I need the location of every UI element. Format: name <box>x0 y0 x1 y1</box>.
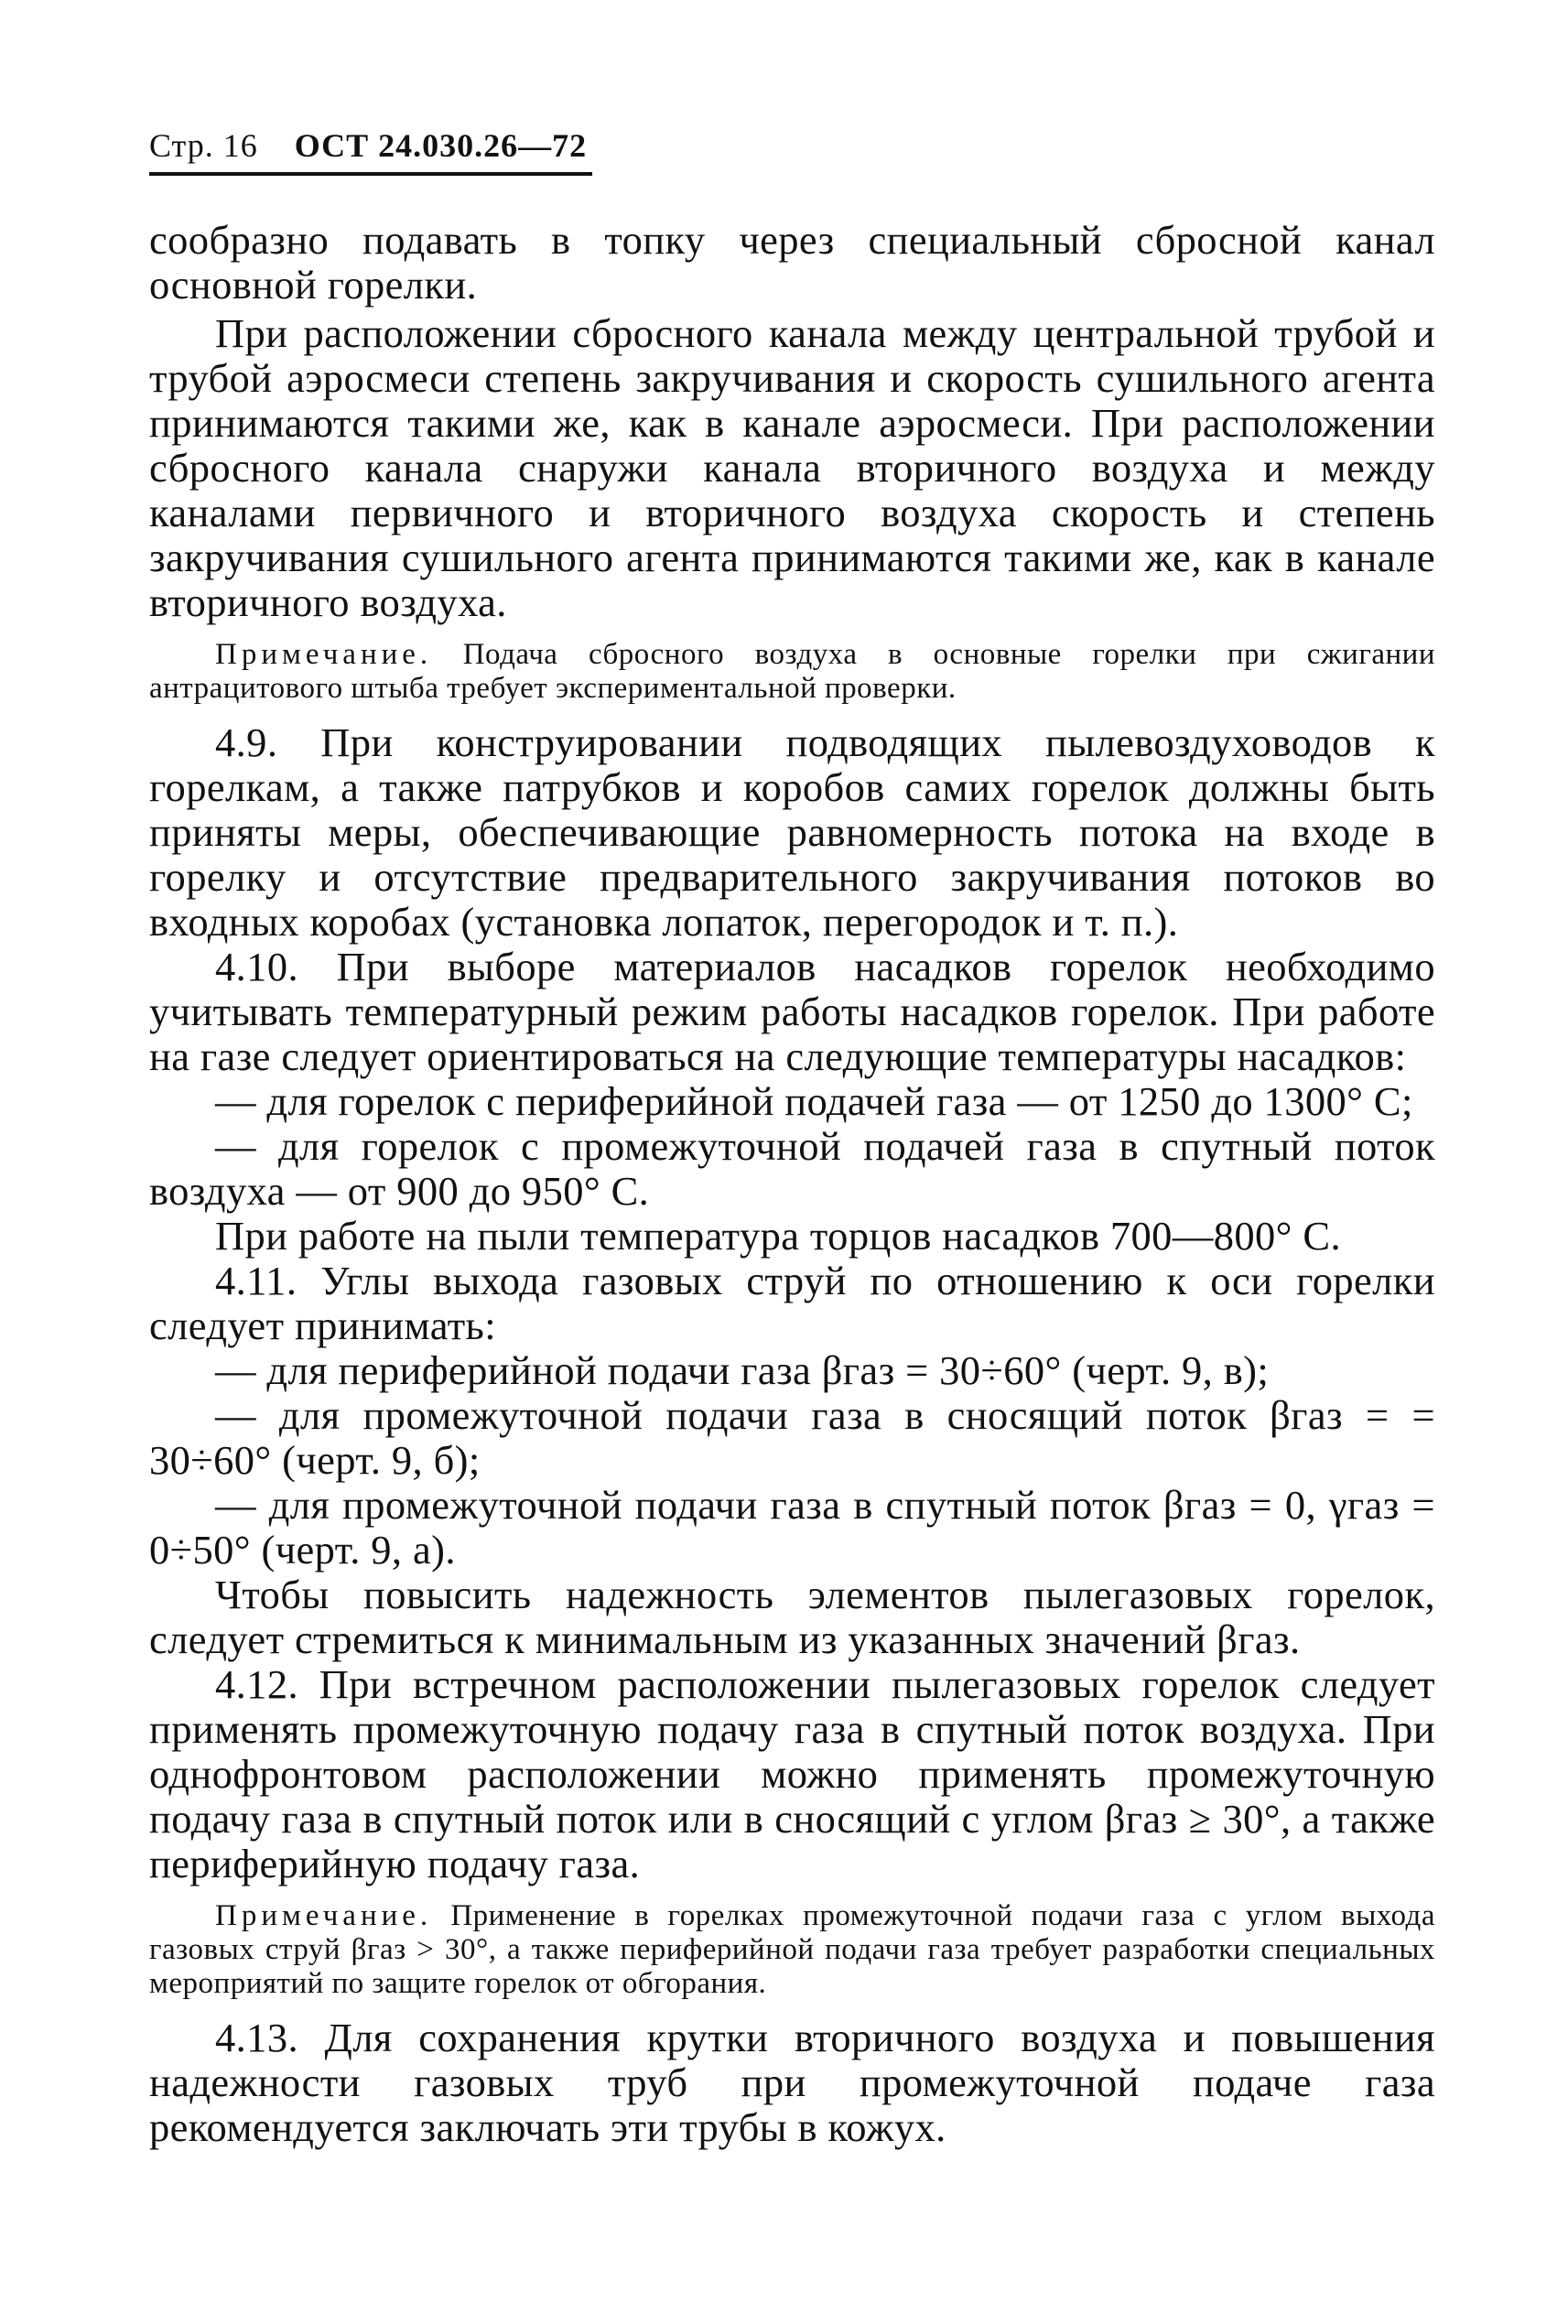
note-2-text: Применение в горелках промежуточной подачи газа с углом выхода газовых струй βгаз > 30°, а также периферийной подачи газа требует разработки специальных мероприятий по защите горелок от обгорания. <box>149 1899 1435 2000</box>
section-4-11-item-b: — для промежуточной подачи газа в сносящий поток βгаз = = 30÷60° (черт. 9, б); <box>149 1392 1435 1483</box>
section-4-10-item-b: — для горелок с промежуточной подачей газа в спутный поток воздуха — от 900 до 950° С. <box>149 1123 1435 1214</box>
page-number: Стр. 16 <box>149 127 258 164</box>
section-4-11-item-d: Чтобы повысить надежность элементов пылегазовых горелок, следует стремиться к минимальным из указанных значений βгаз. <box>149 1572 1435 1662</box>
section-4-11-item-c: — для промежуточной подачи газа в спутный поток βгаз = 0, γгаз = 0÷50° (черт. 9, а). <box>149 1482 1435 1573</box>
section-4-11-item-a: — для периферийной подачи газа βгаз = 30÷60° (черт. 9, в); <box>215 1347 1270 1393</box>
paragraph-continuation: сообразно подавать в топку через специальный сбросной канал основной горелки. <box>149 217 1435 308</box>
section-4-10: 4.10. При выборе материалов насадков горелок необходимо учитывать температурный режим работы насадков горелок. При работе на газе следует ориентироваться на следующие температуры насадков: <box>149 944 1435 1079</box>
note-1 <box>149 638 1435 706</box>
paragraph-sbros-channel: При расположении сбросного канала между центральной трубой и трубой аэросмеси степень закручивания и скорость сушильного агента принимаются такими же, как в канале аэросмеси. При расположении сбросного канала снаружи канала вторичного воздуха и между каналами первичного и вторичного воздуха скорость и степень закручивания сушильного агента принимаются такими же, как в канале вторичного воздуха. <box>149 310 1435 625</box>
section-4-12: 4.12. При встречном расположении пылегазовых горелок следует применять промежуточную подачу газа в спутный поток воздуха. При однофронтовом расположении можно применять промежуточную подачу газа в спутный поток или в сносящий с углом βгаз ≥ 30°, а также периферийную подачу газа. <box>149 1661 1435 1886</box>
section-4-10-item-c: При работе на пыли температура торцов насадков 700—800° С. <box>215 1213 1342 1259</box>
page-header <box>149 126 587 165</box>
document-body <box>149 218 1435 2150</box>
note-1-text: Подача сбросного воздуха в основные горелки при сжигании антрацитового штыба требует экспериментальной проверки. <box>149 638 1435 705</box>
section-4-10-item-a: — для горелок с периферийной подачей газа — от 1250 до 1300° С; <box>215 1078 1413 1124</box>
note-2-label: Примечание. <box>215 1899 433 1932</box>
standard-code: ОСТ 24.030.26—72 <box>294 127 588 164</box>
note-2 <box>149 1899 1435 2001</box>
header-rule <box>149 172 592 176</box>
section-4-11: 4.11. Углы выхода газовых струй по отношению к оси горелки следует принимать: <box>149 1258 1435 1348</box>
section-4-9: 4.9. При конструировании подводящих пылевоздуховодов к горелкам, а также патрубков и коробов самих горелок должны быть приняты меры, обеспечивающие равномерность потока на входе в горелку и отсутствие предварительного закручивания потоков во входных коробах (установка лопаток, перегородок и т. п.). <box>149 719 1435 945</box>
note-1-label: Примечание. <box>215 638 433 671</box>
section-4-13: 4.13. Для сохранения крутки вторичного воздуха и повышения надежности газовых труб при промежуточной подаче газа рекомендуется заключать эти трубы в кожух. <box>149 2015 1435 2150</box>
